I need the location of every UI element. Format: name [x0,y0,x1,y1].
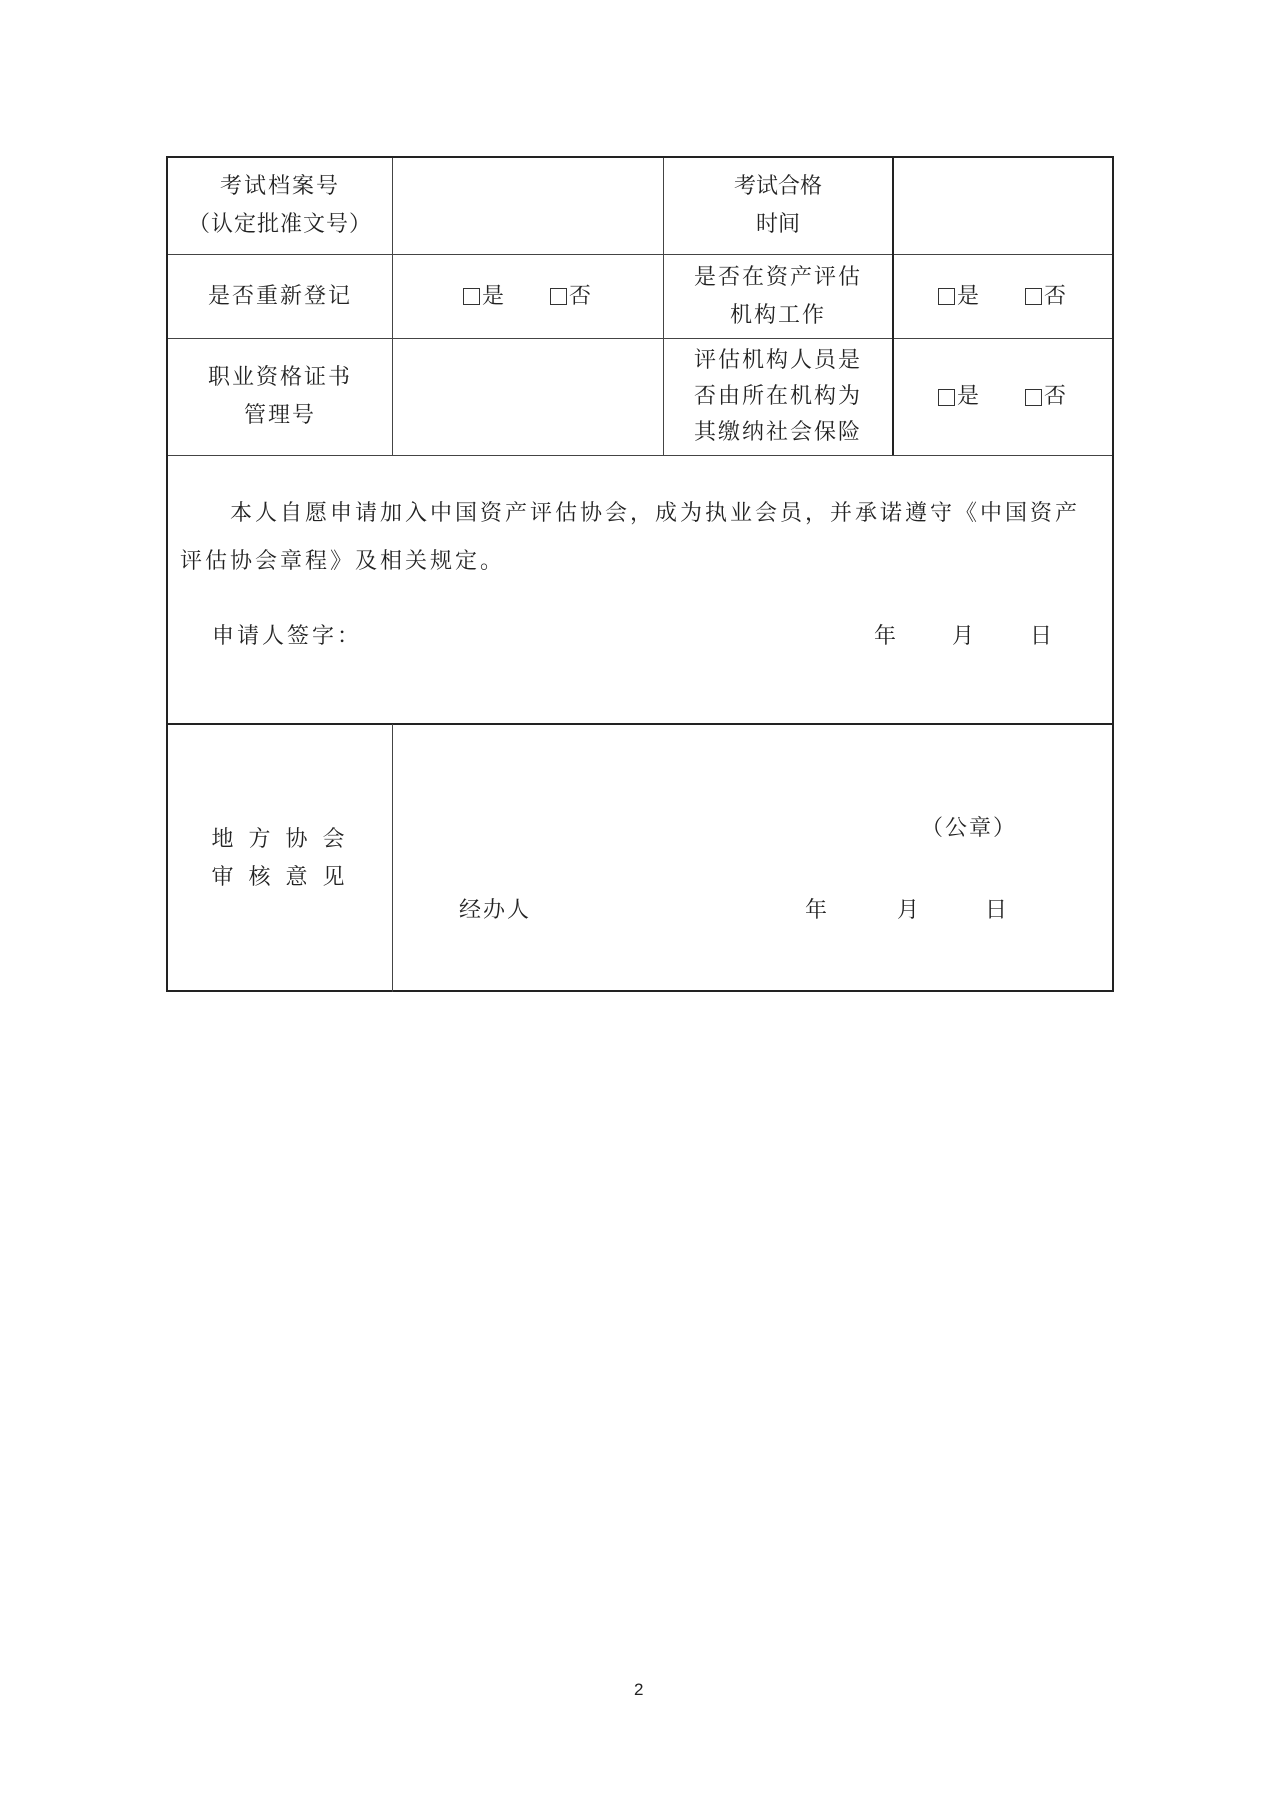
checkbox-icon[interactable] [1025,389,1042,406]
date-year-label: 年 [874,624,900,649]
option-label: 否 [569,283,594,309]
exam-pass-time-field[interactable] [894,158,1112,254]
label-line: 是否在资产评估 [693,264,862,290]
works-at-appraisal-firm-options [894,255,1112,338]
review-day-label: 日 [985,898,1010,923]
checkbox-icon[interactable] [1025,288,1042,305]
works-at-firm-yes-checkbox[interactable] [938,278,981,316]
certificate-number-field[interactable] [393,339,663,455]
date-month-label: 月 [952,624,978,649]
review-month-label: 月 [897,898,922,923]
checkbox-icon[interactable] [550,288,567,305]
applicant-signature-field[interactable] [398,611,818,651]
checkbox-icon[interactable] [463,288,480,305]
label-line: 机构工作 [729,302,826,328]
social-insurance-no-checkbox[interactable] [1025,378,1068,416]
re-registration-label: 是否重新登记 [207,283,352,309]
membership-application-table [166,156,1114,992]
option-label: 否 [1044,283,1069,309]
label-line: 地 方 协 会 [211,826,349,852]
declaration-section [168,456,1112,723]
re-registration-no-checkbox[interactable] [550,278,593,316]
handler-label: 经办人 [459,898,532,923]
label-line: 考试合格 [733,174,822,199]
option-label: 是 [956,384,981,409]
exam-pass-time-label [664,158,892,254]
label-line: 审 核 意 见 [211,864,349,890]
review-year-label: 年 [805,898,830,923]
social-insurance-options [894,339,1112,455]
label-line: 考试档案号 [219,174,340,199]
page-number: 2 [634,1680,644,1699]
label-line: 职业资格证书 [207,365,352,390]
social-insurance-label [664,339,892,455]
checkbox-icon[interactable] [938,288,955,305]
option-label: 是 [956,283,981,309]
option-label: 否 [1044,384,1069,409]
label-line: 其缴纳社会保险 [693,420,862,445]
re-registration-yes-checkbox[interactable] [463,278,506,316]
label-line: （认定批准文号） [187,212,372,237]
applicant-signature-label: 申请人签字： [212,624,363,649]
local-association-review-label [168,725,392,992]
option-label: 是 [481,283,506,309]
label-line: 评估机构人员是 [693,348,862,373]
social-insurance-yes-checkbox[interactable] [938,378,981,416]
works-at-appraisal-firm-label [664,255,892,338]
label-line: 否由所在机构为 [693,384,862,409]
re-registration-options [393,255,663,338]
declaration-text-line2: 评估协会章程》及相关规定。 [180,549,506,574]
review-opinion-area[interactable] [393,725,1112,992]
date-day-label: 日 [1030,624,1056,649]
exam-file-number-field[interactable] [393,158,663,254]
label-line: 时间 [755,212,800,237]
label-line: 管理号 [243,403,316,428]
certificate-number-label [168,339,392,455]
exam-file-number-label [168,158,392,254]
official-seal-label: （公章） [921,816,1018,841]
works-at-firm-no-checkbox[interactable] [1025,278,1068,316]
checkbox-icon[interactable] [938,389,955,406]
declaration-text-line1: 本人自愿申请加入中国资产评估协会，成为执业会员，并承诺遵守《中国资产 [230,501,1081,526]
